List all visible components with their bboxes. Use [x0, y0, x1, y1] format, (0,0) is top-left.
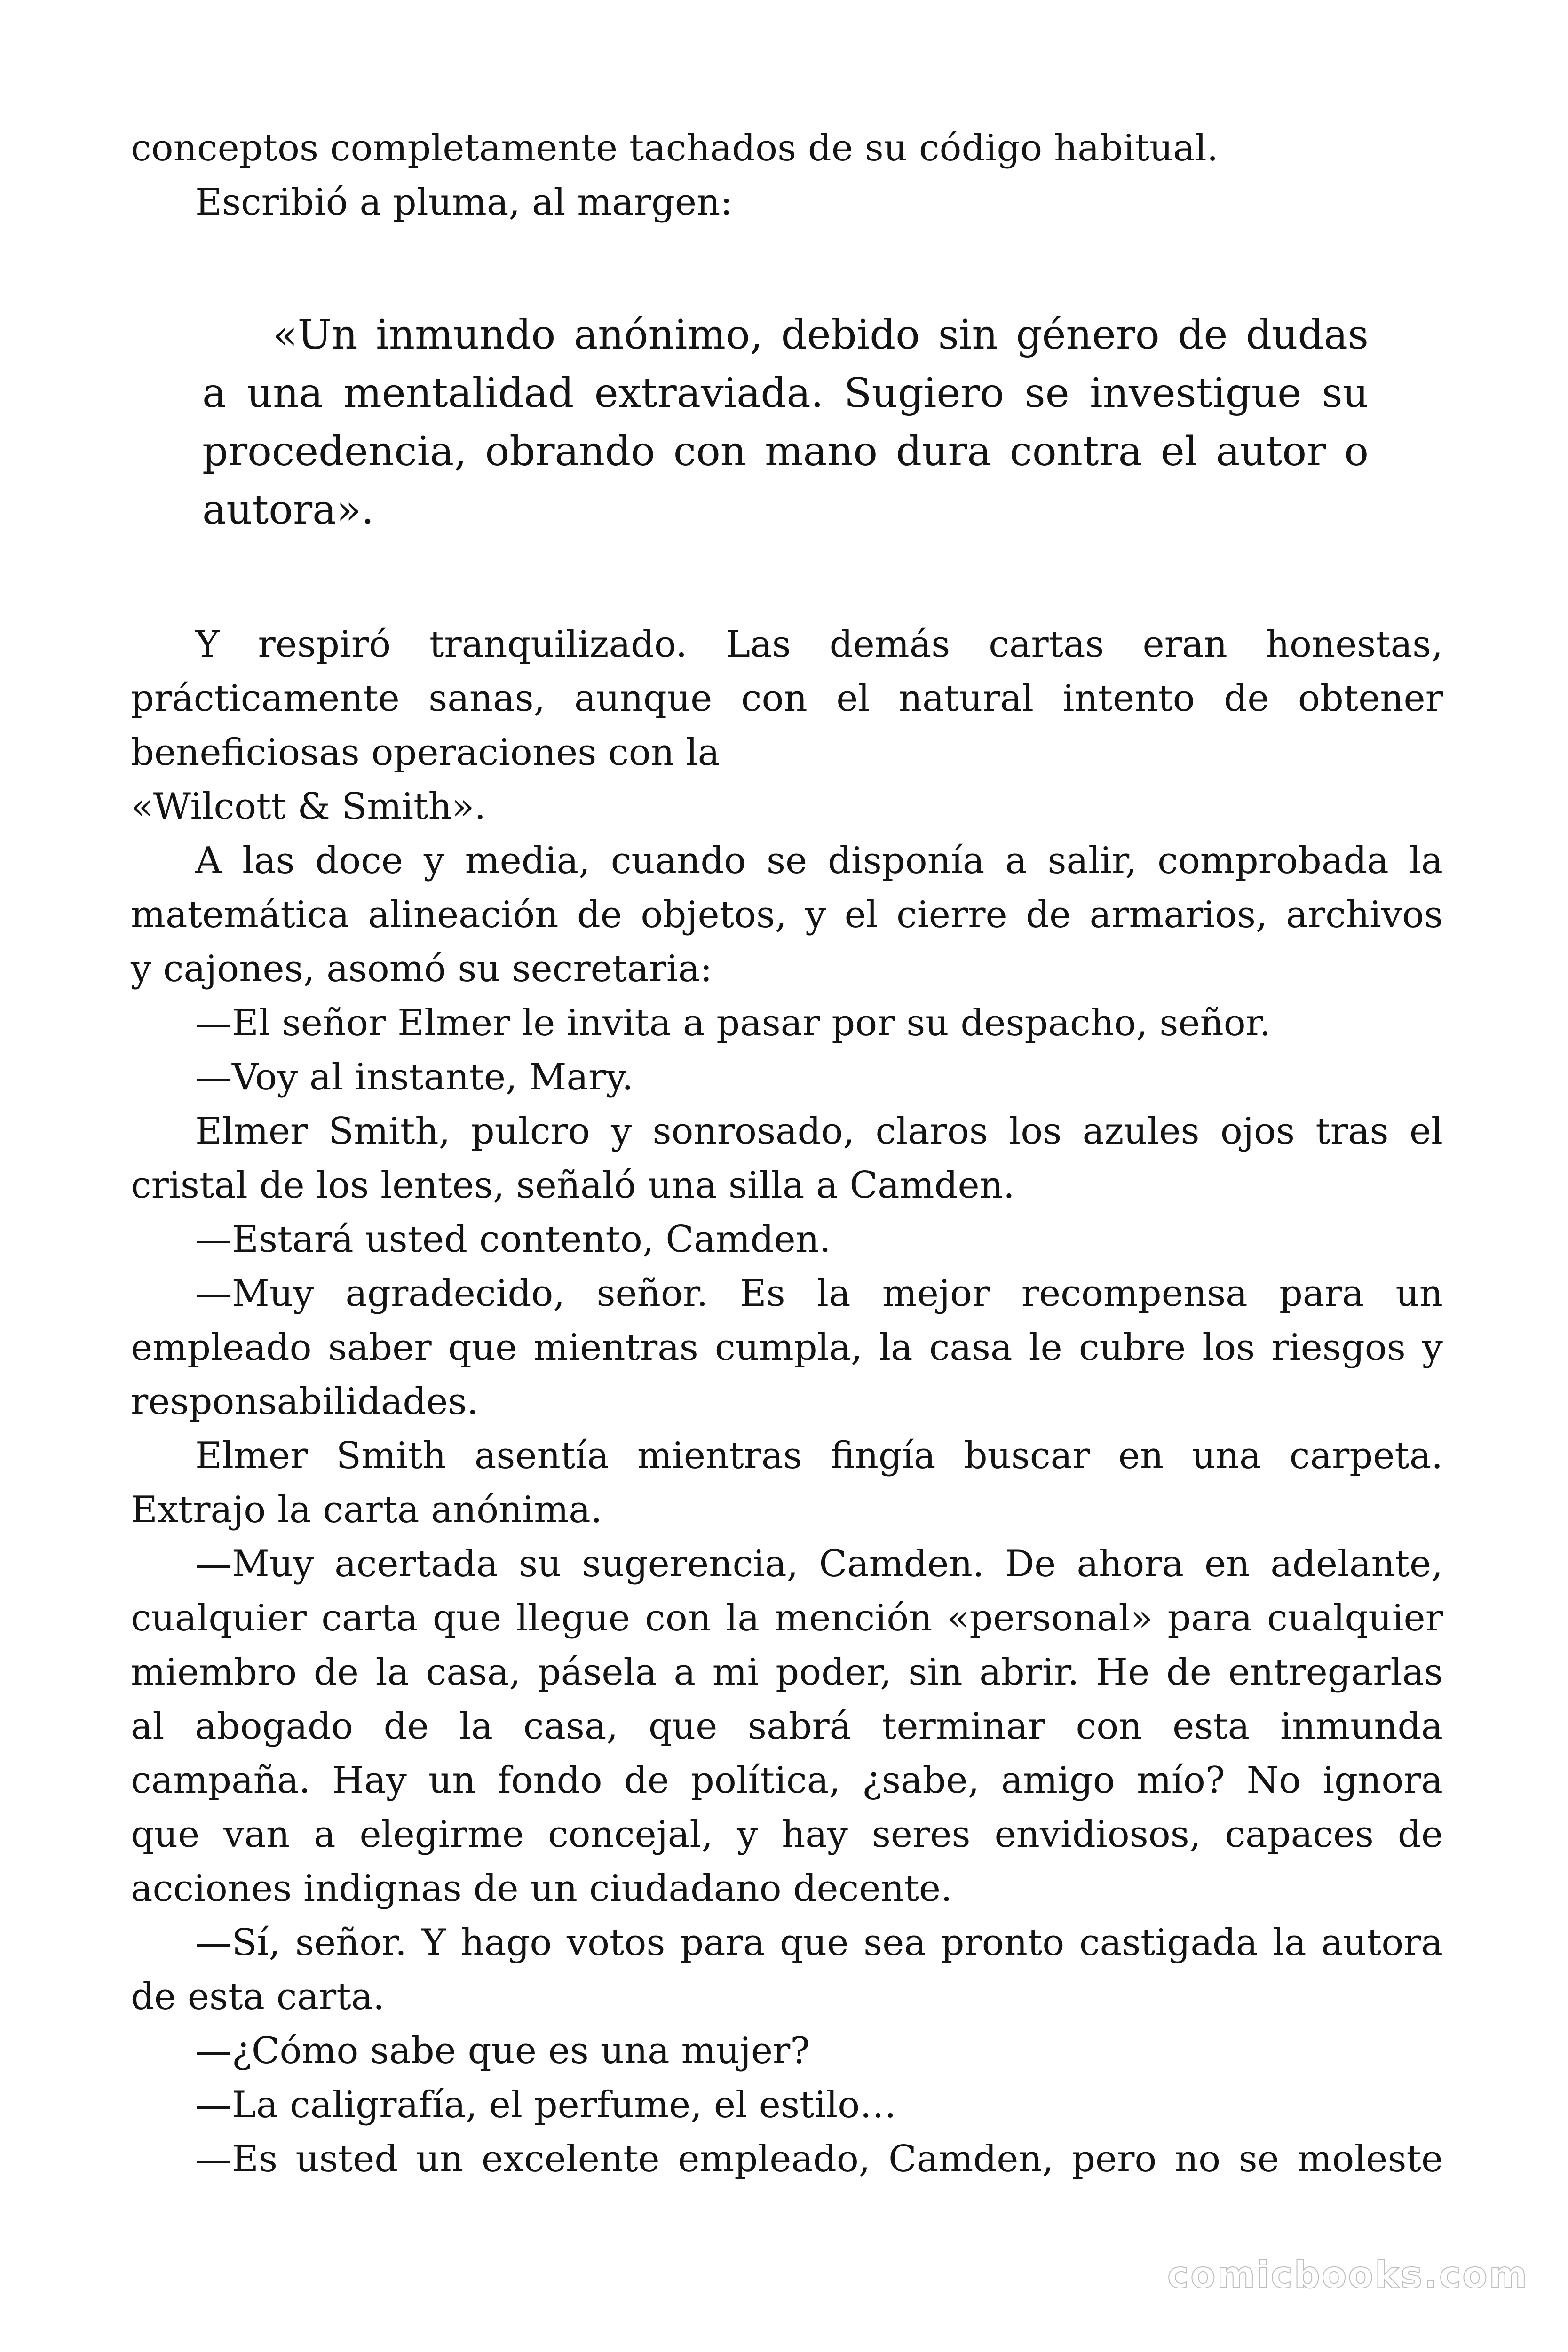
text-line: —Estará usted contento, Camden. — [195, 1218, 831, 1261]
text-line: Extrajo la carta anónima. — [131, 1489, 602, 1531]
text-line: cristal de los lentes, señaló una silla a Camden. — [131, 1164, 1015, 1207]
text-line: A las doce y media, cuando se disponía a salir, comprobada la — [195, 840, 1443, 882]
text-line: —Muy acertada su sugerencia, Camden. De ahora en adelante, — [195, 1543, 1443, 1585]
body-text — [131, 618, 1443, 2186]
text-line: campaña. Hay un fondo de política, ¿sabe, amigo mío? No ignora — [131, 1759, 1443, 1802]
quote-line: «Un inmundo anónimo, debido sin género de dudas — [273, 311, 1369, 358]
text-line: empleado saber que mientras cumpla, la casa le cubre los riesgos y — [131, 1327, 1443, 1369]
text-line: —La caligrafía, el perfume, el estilo… — [195, 2084, 897, 2126]
text-line: al abogado de la casa, que sabrá terminar con esta inmunda — [131, 1705, 1443, 1748]
margin-note-quote — [202, 306, 1369, 539]
text-line: —Muy agradecido, señor. Es la mejor recompensa para un — [195, 1272, 1443, 1315]
top-paragraph — [131, 121, 1443, 230]
text-line: Y respiró tranquilizado. Las demás cartas eran honestas, — [195, 623, 1443, 666]
text-line: —El señor Elmer le invita a pasar por su despacho, señor. — [195, 1002, 1271, 1044]
text-line: —Es usted un excelente empleado, Camden, pero no se moleste — [195, 2138, 1443, 2180]
text-line: y cajones, asomó su secretaria: — [131, 948, 713, 990]
text-line: «Wilcott & Smith». — [131, 786, 486, 828]
text-line: Elmer Smith, pulcro y sonrosado, claros los azules ojos tras el — [195, 1110, 1443, 1152]
text-line: —¿Cómo sabe que es una mujer? — [195, 2030, 810, 2072]
text-line: —Voy al instante, Mary. — [195, 1056, 634, 1098]
quote-line: autora». — [202, 486, 374, 533]
text-line: prácticamente sanas, aunque con el natural intento de obtener — [131, 677, 1443, 720]
text-line: cualquier carta que llegue con la mención «personal» para cualquier — [131, 1597, 1443, 1639]
quote-line: procedencia, obrando con mano dura contra el autor o — [202, 428, 1369, 475]
text-line: conceptos completamente tachados de su código habitual. — [131, 127, 1219, 169]
text-line: acciones indignas de un ciudadano decente. — [131, 1867, 952, 1910]
text-line: responsabilidades. — [131, 1381, 479, 1423]
text-line: beneficiosas operaciones con la — [131, 731, 720, 774]
text-line: que van a elegirme concejal, y hay seres envidiosos, capaces de — [131, 1813, 1443, 1856]
quote-line: a una mentalidad extraviada. Sugiero se investigue su — [202, 370, 1369, 417]
text-line: Elmer Smith asentía mientras fingía buscar en una carpeta. — [195, 1435, 1443, 1477]
text-line: miembro de la casa, pásela a mi poder, sin abrir. He de entregarlas — [131, 1651, 1443, 1693]
text-line: Escribió a pluma, al margen: — [195, 181, 733, 223]
watermark-logo: comicbooks.com — [1167, 2254, 1528, 2296]
text-line: —Sí, señor. Y hago votos para que sea pronto castigada la autora — [195, 1922, 1443, 1964]
text-line: matemática alineación de objetos, y el cierre de armarios, archivos — [131, 894, 1443, 936]
text-line: de esta carta. — [131, 1976, 385, 2018]
